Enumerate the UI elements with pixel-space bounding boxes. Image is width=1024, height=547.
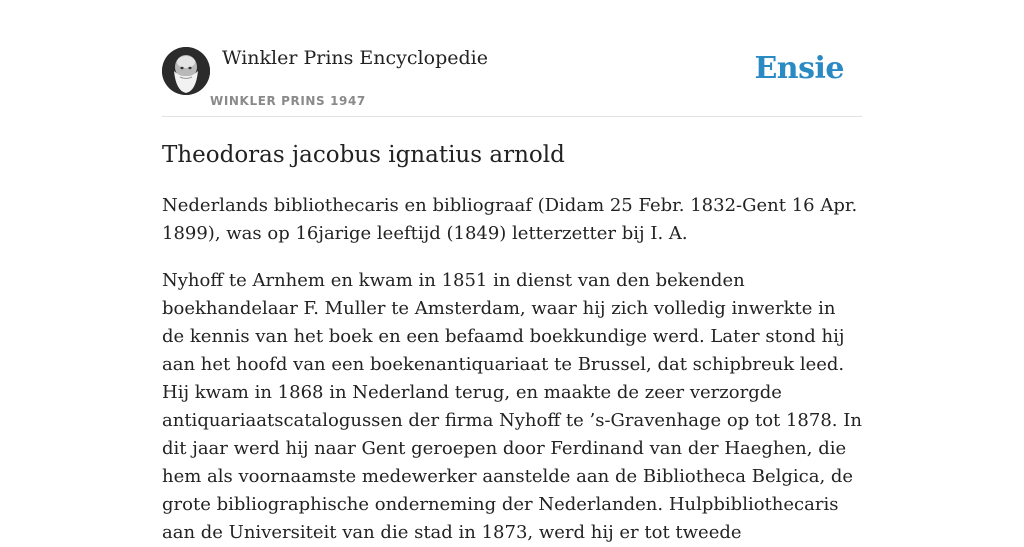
avatar[interactable]: [162, 47, 210, 95]
bearded-man-portrait-icon: [162, 47, 210, 95]
publication-edition: WINKLER PRINS 1947: [210, 94, 366, 108]
article-title: Theodoras jacobus ignatius arnold: [162, 142, 565, 168]
publication-name[interactable]: Winkler Prins Encyclopedie: [222, 47, 488, 69]
publication-header: [162, 0, 862, 117]
article-paragraph: Nederlands bibliothecaris en bibliograaf (Didam 25 Febr. 1832-Gent 16 Apr. 1899), was op 16jarige leeftijd (1849) letterzetter bij I. A.: [162, 195, 858, 244]
article-paragraph: Nyhoff te Arnhem en kwam in 1851 in dienst van den bekenden boekhandelaar F. Muller te Amsterdam, waar hij zich volledig inwerkte in de kennis van het boek en een befaamd boekkundige werd. Later stond hij aan het hoofd van een boekenantiquariaat te Brussel, dat schipbreuk leed. Hij kwam in 1868 in Nederland terug, en maakte de zeer verzorgde antiquariaatscatalogussen der firma Nyhoff te ’s-Gravenhage op tot 1878. In dit jaar werd hij naar Gent geroepen door Ferdinand van der Haeghen, die hem als voornaamste medewerker aanstelde aan de Bibliotheca Belgica, de grote bibliographische onderneming der Nederlanden. Hulpbibliothecaris aan de Universiteit van die stad in 1873, werd hij er tot tweede: [162, 270, 862, 543]
brand-logo[interactable]: Ensie: [754, 51, 844, 86]
page-container: [162, 0, 862, 543]
